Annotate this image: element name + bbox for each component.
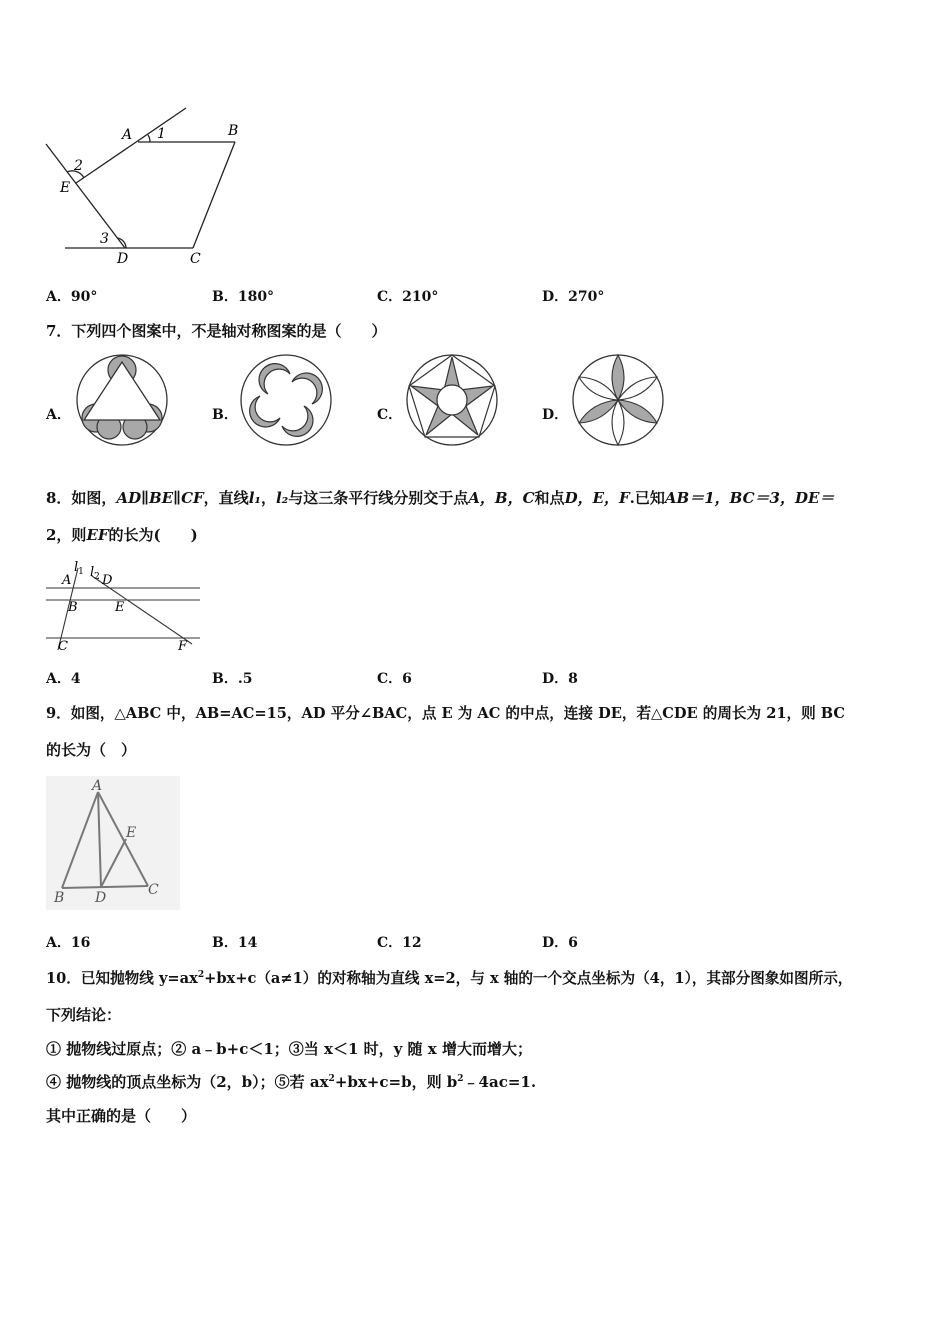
q8-l2-letter: l	[90, 565, 95, 580]
q8-text: ，	[260, 489, 276, 507]
q9-option-c[interactable]: C．12	[377, 935, 422, 951]
q8-label-l1	[74, 560, 84, 577]
q8-text: 的长为( )	[108, 526, 198, 544]
q10-conclusions-2	[46, 1071, 536, 1092]
q7-stem: 7．下列四个图案中，不是轴对称图案的是（ ）	[46, 322, 387, 340]
q8-label-F: F	[178, 639, 188, 654]
q6-option-d[interactable]: D．270°	[542, 289, 605, 305]
q7-option-a-letter[interactable]: A．	[46, 407, 71, 423]
q8-l1-letter: l	[74, 560, 79, 575]
q9-stem-line2: 的长为（ ）	[46, 741, 137, 759]
q8-option-d[interactable]: D．8	[542, 671, 578, 687]
q10-conclusions-1: ① 抛物线过原点；② a﹣b+c＜1；③当 x＜1 时，y 随 x 增大而增大；	[46, 1040, 532, 1058]
q6-label-C: C	[190, 251, 201, 267]
q6-label-E: E	[60, 180, 71, 196]
q8-text: ，直线	[203, 489, 249, 507]
q9-label-D: D	[95, 890, 107, 906]
q8-option-b[interactable]: B．.5	[212, 671, 253, 687]
q9-label-E: E	[126, 825, 137, 841]
q10-superscript: 2	[328, 1074, 335, 1084]
q10-stem-line2: 下列结论：	[46, 1006, 122, 1024]
q8-line-l2: l₂	[275, 489, 289, 507]
q10-text: +bx+c=b，则 b	[334, 1073, 458, 1091]
q8-text: 8．如图，	[46, 489, 117, 507]
q8-math: AD∥BE∥CF	[116, 489, 204, 507]
q8-stem-line1	[46, 487, 834, 508]
q6-option-b[interactable]: B．180°	[212, 289, 275, 305]
q9-option-b[interactable]: B．14	[212, 935, 258, 951]
q8-text: .已知	[629, 489, 665, 507]
q9-label-A: A	[92, 778, 103, 794]
q8-points: D，E，F	[564, 489, 630, 507]
q8-text: 和点	[534, 489, 565, 507]
q6-figure	[40, 100, 260, 270]
q7-option-b-letter[interactable]: B．	[212, 407, 238, 423]
q7-pattern-a[interactable]	[74, 352, 170, 448]
q9-option-d[interactable]: D．6	[542, 935, 578, 951]
q9-label-C: C	[148, 882, 159, 898]
q9-stem-line1: 9．如图，△ABC 中，AB=AC=15，AD 平分∠BAC，点 E 为 AC 的中点，连接 DE，若△CDE 的周长为 21，则 BC	[46, 705, 845, 722]
q10-text: +bx+c（a≠1）的对称轴为直线 x=2，与 x 轴的一个交点坐标为（4，1），其部分图象如图所示，	[204, 970, 853, 987]
q8-line-l1: l₁	[248, 489, 261, 507]
q8-label-D: D	[102, 573, 113, 588]
q10-superscript: 2	[197, 970, 205, 981]
q8-text: 2，则	[46, 526, 87, 544]
q10-question: 其中正确的是（ ）	[46, 1107, 197, 1125]
q8-option-c[interactable]: C．6	[377, 671, 412, 687]
q8-label-B: B	[68, 600, 78, 615]
q8-figure	[42, 560, 212, 656]
q6-option-a[interactable]: A．90°	[46, 289, 98, 305]
q9-label-B: B	[54, 890, 65, 906]
q10-stem-line1	[46, 967, 852, 988]
q8-option-a[interactable]: A．4	[46, 671, 81, 687]
q7-pattern-d[interactable]	[570, 352, 666, 448]
q8-l2-sub: 2	[94, 572, 100, 582]
q8-label-E: E	[115, 600, 125, 615]
q8-text: 与这三条平行线分别交于点	[288, 489, 469, 507]
q8-ef: EF	[86, 526, 109, 544]
q8-stem-line2	[46, 524, 198, 545]
q7-pattern-c[interactable]	[404, 352, 500, 448]
q7-option-d-letter[interactable]: D．	[542, 407, 569, 423]
q10-superscript: 2	[457, 1074, 464, 1084]
q8-points: A，B，C	[468, 489, 535, 507]
q10-text: ④ 抛物线的顶点坐标为（2，b）；⑤若 ax	[46, 1073, 329, 1091]
q7-pattern-b[interactable]	[238, 352, 334, 448]
q6-label-B: B	[228, 123, 239, 139]
q9-option-a[interactable]: A．16	[46, 935, 91, 951]
q8-label-C: C	[58, 639, 68, 654]
q6-label-D: D	[117, 251, 129, 267]
q8-label-l2	[90, 565, 100, 582]
q6-label-3: 3	[100, 231, 109, 247]
q8-l1-sub: 1	[78, 567, 84, 577]
q10-text: 10．已知抛物线 y=ax	[46, 970, 198, 987]
q6-label-1: 1	[157, 126, 166, 142]
q6-option-c[interactable]: C．210°	[377, 289, 439, 305]
q9-figure	[46, 776, 180, 910]
q7-option-c-letter[interactable]: C．	[377, 407, 403, 423]
q10-text: ﹣4ac=1.	[463, 1073, 537, 1091]
q6-label-2: 2	[74, 158, 83, 174]
q6-label-A: A	[122, 127, 133, 143]
q8-equation: AB＝1，BC＝3，DE＝	[664, 489, 835, 507]
q8-label-A: A	[62, 573, 72, 588]
